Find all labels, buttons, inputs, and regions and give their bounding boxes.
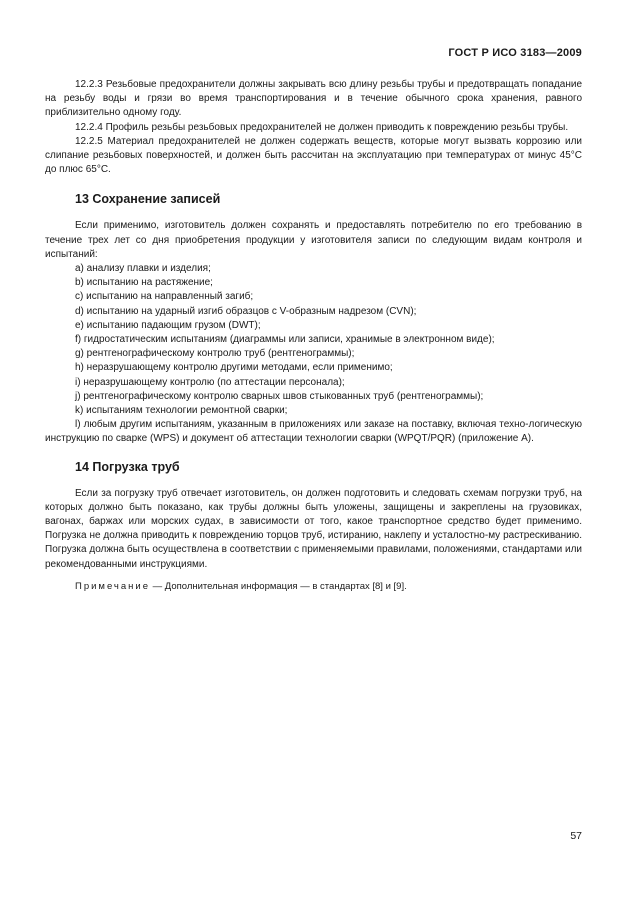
note-text: — Дополнительная информация — в стандартах [8] и [9]. [150,580,407,592]
list-item: a) анализу плавки и изделия; [75,263,211,275]
paragraph-12-2-5: 12.2.5 Материал предохранителей не должен содержать веществ, которые могут вызвать коррозию или слипание резьбовых поверхностей, и должен быть рассчитан на эксплуатацию при температурах от минус 45°C до плюс 65°C. [45,135,582,176]
list-item: i) неразрушающему контролю (по аттестации персонала); [75,376,345,388]
list-item: k) испытаниям технологии ремонтной сварки; [75,405,288,417]
paragraph-12-2-3: 12.2.3 Резьбовые предохранители должны закрывать всю длину резьбы трубы и предотвращать попадание на резьбу воды и грязи во время транспортирования и в течение обычного срока хранения, равного приблизительно одному году. [45,79,582,119]
list-item: g) рентгенографическому контролю труб (рентгенограммы); [75,348,355,360]
document-header: ГОСТ Р ИСО 3183—2009 [448,47,582,59]
section-13-intro: Если применимо, изготовитель должен сохранять и предоставлять потребителю по его требованию в течение трех лет со дня приобретения продукции у изготовителя записи по следующим видам контроля и испытаний: [45,220,582,260]
list-item: e) испытанию падающим грузом (DWT); [75,319,261,331]
list-item: b) испытанию на растяжение; [75,277,213,289]
list-item-last: l) любым другим испытаниям, указанным в приложениях или заказе на поставку, включая техно-логическую инструкцию по сварке (WPS) и документ об аттестации технологии сварки (WPQT/PQR) (приложение А). [45,419,582,445]
page-number: 57 [570,830,582,842]
list-item: c) испытанию на направленный загиб; [75,291,254,303]
list-item: f) гидростатическим испытаниям (диаграммы или записи, хранимые в электронном виде); [75,334,495,346]
note-label: Примечание [75,580,150,592]
list-item: d) испытанию на ударный изгиб образцов с V-образным надрезом (CVN); [75,305,417,317]
section-14-heading: 14 Погрузка труб [75,459,180,474]
list-item: j) рентгенографическому контролю сварных швов стыкованных труб (рентгенограммы); [75,390,484,402]
records-list [45,262,582,418]
note-paragraph [45,580,582,594]
page-content [45,78,582,594]
paragraph-12-2-4: 12.2.4 Профиль резьбы резьбовых предохранителей не должен приводить к повреждению резьбы трубы. [75,121,569,133]
section-14-body: Если за погрузку труб отвечает изготовитель, он должен подготовить и следовать схемам погрузки труб, на которых должно быть показано, как трубы должны быть уложены, защищены и закреплены на грузовиках, вагонах, баржах или морских судах, в зависимости от того, какое транспортное средство будет применимо. Погрузка не должна приводить к повреждению торцов труб, истиранию, наклепу и усталостно-му растрескиванию. Погрузка должна быть осуществлена в соответствии с применяемыми правилами, положениями, стандартами или рекомендованными инструкциями. [45,487,582,570]
list-item: h) неразрушающему контролю другими методами, если применимо; [75,362,393,374]
section-13-heading: 13 Сохранение записей [75,192,221,207]
